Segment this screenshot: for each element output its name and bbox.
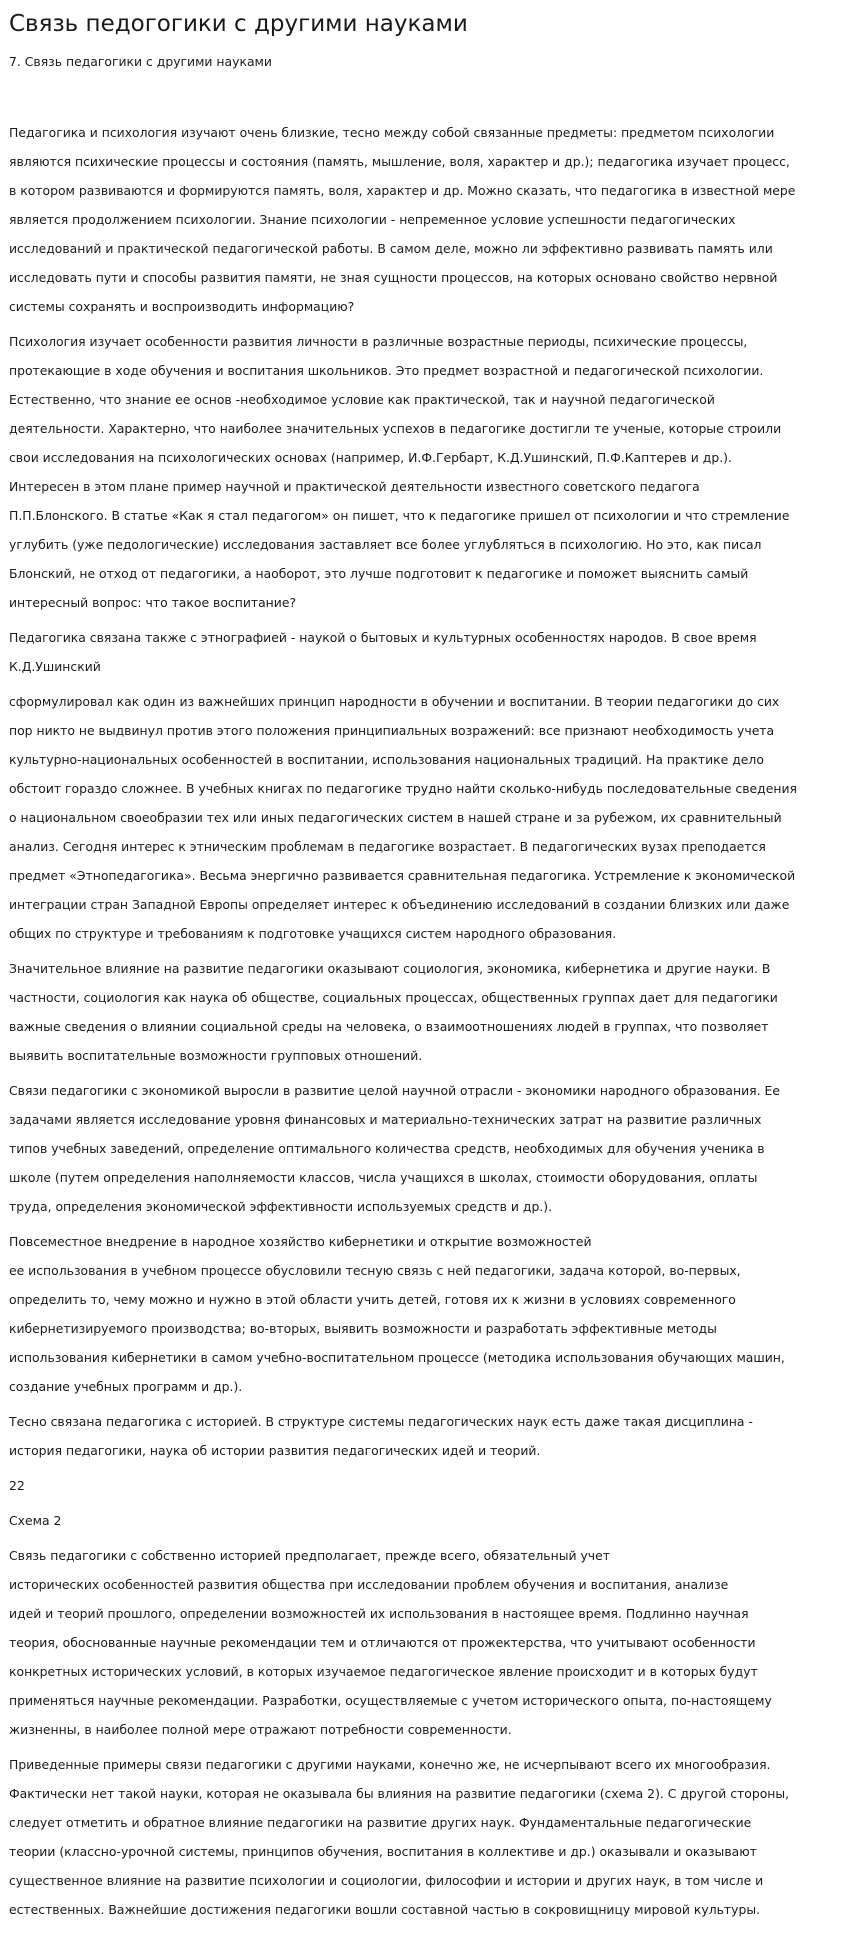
paragraph: [9, 1541, 839, 1744]
text-line: Интересен в этом плане пример научной и практической деятельности известного советского педагога: [9, 479, 700, 494]
text-line: системы сохранять и воспроизводить информацию?: [9, 299, 355, 314]
text-line: сформулировал как один из важнейших принцип народности в обучении и воспитании. В теории педагогики до сих: [9, 694, 780, 709]
text-line: культурно-национальных особенностей в воспитании, использования национальных традиций. На практике дело: [9, 752, 764, 767]
text-line: Связи педагогики с экономикой выросли в развитие целой научной отрасли - экономики народного образования. Ее: [9, 1083, 780, 1098]
text-line: Педагогика и психология изучают очень близкие, тесно между собой связанные предметы: предметом психологии: [9, 125, 775, 140]
text-line: естественных. Важнейшие достижения педагогики вошли составной частью в сокровищницу мировой культуры.: [9, 1902, 761, 1917]
text-line: теория, обоснованные научные рекомендации тем и отличаются от прожектерства, что учитывают особенности: [9, 1635, 756, 1650]
paragraph: [9, 1506, 839, 1535]
paragraph: [9, 1407, 839, 1465]
paragraph: [9, 1471, 839, 1500]
text-line: свои исследования на психологических основах (например, И.Ф.Гербарт, К.Д.Ушинский, П.Ф.Каптерев и др.).: [9, 450, 732, 465]
section-heading: 7. Связь педагогики с другими науками: [9, 54, 272, 69]
text-line: деятельности. Характерно, что наиболее значительных успехов в педагогике достигли те ученые, которые строили: [9, 421, 782, 436]
text-line: П.П.Блонского. В статье «Как я стал педагогом» он пишет, что к педагогике пришел от психологии и что стремление: [9, 508, 790, 523]
text-line: являются психические процессы и состояния (память, мышление, воля, характер и др.); педагогика изучает процесс,: [9, 154, 790, 169]
text-line: труда, определения экономической эффективности используемых средств и др.).: [9, 1199, 553, 1214]
text-line: применяться научные рекомендации. Разработки, осуществляемые с учетом исторического опыта, по-настоящему: [9, 1693, 772, 1708]
paragraph: [9, 623, 839, 681]
text-line: пор никто не выдвинул против этого положения принципиальных возражений: все признают необходимость учета: [9, 723, 775, 738]
paragraph: [9, 1750, 839, 1924]
text-line: интеграции стран Западной Европы определяет интерес к объединению исследований в создании близких или даже: [9, 897, 790, 912]
text-line: о национальном своеобразии тех или иных педагогических систем в нашей стране и за рубежом, их сравнительный: [9, 810, 782, 825]
text-line: Естественно, что знание ее основ -необходимое условие как практической, так и научной педагогической: [9, 392, 715, 407]
text-line: важные сведения о влиянии социальной среды на человека, о взаимоотношениях людей в группах, что позволяет: [9, 1019, 769, 1034]
page-title: Связь педогогики с другими науками: [9, 11, 468, 37]
text-line: определить то, чему можно и нужно в этой области учить детей, готовя их к жизни в условиях современного: [9, 1292, 736, 1307]
text-line: ее использования в учебном процессе обусловили тесную связь с ней педагогики, задача которой, во-первых,: [9, 1263, 741, 1278]
text-line: К.Д.Ушинский: [9, 659, 101, 674]
paragraph: [9, 687, 839, 948]
article-body: [9, 118, 839, 1930]
text-line: идей и теорий прошлого, определении возможностей их использования в настоящее время. Подлинно научная: [9, 1606, 749, 1621]
text-line: интересный вопрос: что такое воспитание?: [9, 595, 297, 610]
text-line: Связь педагогики с собственно историей предполагает, прежде всего, обязательный учет: [9, 1548, 610, 1563]
text-line: выявить воспитательные возможности групповых отношений.: [9, 1048, 423, 1063]
text-line: задачами является исследование уровня финансовых и материально-технических затрат на развитие различных: [9, 1112, 762, 1127]
text-line: использования кибернетики в самом учебно-воспитательном процессе (методика использования обучающих машин,: [9, 1350, 785, 1365]
text-line: школе (путем определения наполняемости классов, числа учащихся в школах, стоимости оборудования, оплаты: [9, 1170, 758, 1185]
paragraph: [9, 954, 839, 1070]
text-line: исторических особенностей развития общества при исследовании проблем обучения и воспитания, анализе: [9, 1577, 729, 1592]
text-line: Приведенные примеры связи педагогики с другими науками, конечно же, не исчерпывают всего их многообразия.: [9, 1757, 771, 1772]
text-line: предмет «Этнопедагогика». Весьма энергично развивается сравнительная педагогика. Устремление к экономической: [9, 868, 796, 883]
text-line: Значительное влияние на развитие педагогики оказывают социология, экономика, кибернетика и другие науки. В: [9, 961, 771, 976]
text-line: обстоит гораздо сложнее. В учебных книгах по педагогике трудно найти сколько-нибудь последовательные сведения: [9, 781, 797, 796]
text-line: Фактически нет такой науки, которая не оказывала бы влияния на развитие педагогики (схема 2). С другой стороны,: [9, 1786, 790, 1801]
text-line: исследовать пути и способы развития памяти, не зная сущности процессов, на которых основано свойство нервной: [9, 270, 778, 285]
paragraph: [9, 327, 839, 617]
paragraph: [9, 1076, 839, 1221]
text-line: типов учебных заведений, определение оптимального количества средств, необходимых для обучения ученика в: [9, 1141, 765, 1156]
text-line: углубить (уже педологические) исследования заставляет все более углубляться в психологию. Но это, как писал: [9, 537, 762, 552]
text-line: Психология изучает особенности развития личности в различные возрастные периоды, психические процессы,: [9, 334, 748, 349]
text-line: является продолжением психологии. Знание психологии - непременное условие успешности педагогических: [9, 212, 736, 227]
text-line: теории (классно-урочной системы, принципов обучения, воспитания в коллективе и др.) оказывали и оказывают: [9, 1844, 757, 1859]
text-line: кибернетизируемого производства; во-вторых, выявить возможности и разработать эффективные методы: [9, 1321, 717, 1336]
text-line: жизненны, в наиболее полной мере отражают потребности современности.: [9, 1722, 512, 1737]
text-line: существенное влияние на развитие психологии и социологии, философии и истории и других наук, в том числе и: [9, 1873, 764, 1888]
text-line: Педагогика связана также с этнографией - наукой о бытовых и культурных особенностях народов. В свое время: [9, 630, 757, 645]
text-line: 22: [9, 1478, 25, 1493]
text-line: протекающие в ходе обучения и воспитания школьников. Это предмет возрастной и педагогической психологии.: [9, 363, 764, 378]
text-line: следует отметить и обратное влияние педагогики на развитие других наук. Фундаментальные педагогические: [9, 1815, 752, 1830]
text-line: конкретных исторических условий, в которых изучаемое педагогическое явление происходит и в которых будут: [9, 1664, 758, 1679]
text-line: Тесно связана педагогика с историей. В структуре системы педагогических наук есть даже такая дисциплина -: [9, 1414, 753, 1429]
text-line: Повсеместное внедрение в народное хозяйство кибернетики и открытие возможностей: [9, 1234, 592, 1249]
text-line: создание учебных программ и др.).: [9, 1379, 243, 1394]
text-line: частности, социология как наука об обществе, социальных процессах, общественных группах дает для педагогики: [9, 990, 778, 1005]
text-line: анализ. Сегодня интерес к этническим проблемам в педагогике возрастает. В педагогических вузах преподается: [9, 839, 766, 854]
text-line: история педагогики, наука об истории развития педагогических идей и теорий.: [9, 1443, 541, 1458]
paragraph: [9, 1227, 839, 1401]
text-line: общих по структуре и требованиям к подготовке учащихся систем народного образования.: [9, 926, 617, 941]
text-line: исследований и практической педагогической работы. В самом деле, можно ли эффективно развивать память или: [9, 241, 773, 256]
text-line: Схема 2: [9, 1513, 62, 1528]
text-line: Блонский, не отход от педагогики, а наоборот, это лучше подготовит к педагогике и поможет выяснить самый: [9, 566, 749, 581]
paragraph: [9, 118, 839, 321]
text-line: в котором развиваются и формируются память, воля, характер и др. Можно сказать, что педагогика в известной мере: [9, 183, 796, 198]
